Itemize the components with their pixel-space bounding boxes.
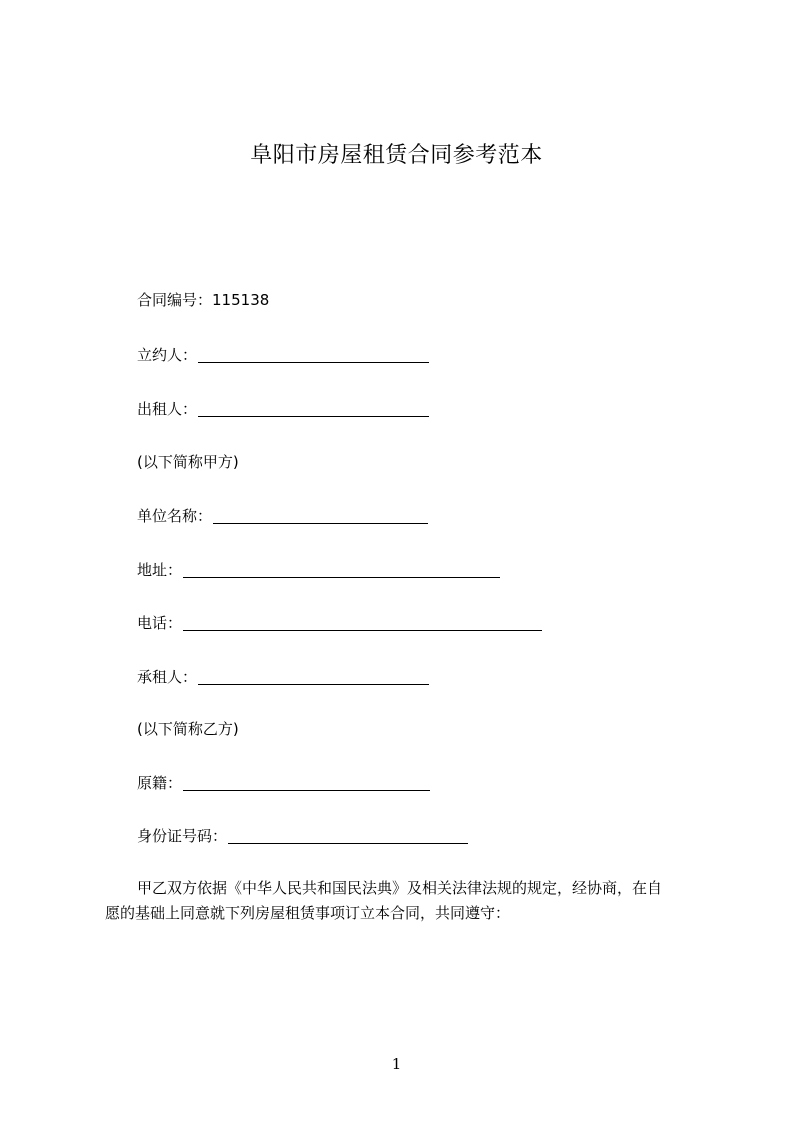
id-number-label: 身份证号码： bbox=[137, 827, 228, 845]
id-number-field bbox=[137, 822, 468, 846]
phone-field bbox=[137, 609, 542, 633]
page-title: 阜阳市房屋租赁合同参考范本 bbox=[250, 143, 543, 168]
contract-number-row bbox=[137, 290, 269, 310]
address-field bbox=[137, 556, 500, 580]
party-blank[interactable] bbox=[198, 346, 429, 363]
unit-name-label: 单位名称： bbox=[137, 507, 213, 525]
lessee-label: 承租人： bbox=[137, 668, 198, 686]
address-blank[interactable] bbox=[183, 561, 500, 578]
unit-name-field bbox=[137, 502, 428, 526]
origin-label: 原籍： bbox=[137, 774, 183, 792]
party-label: 立约人： bbox=[137, 346, 198, 364]
party-field bbox=[137, 341, 429, 365]
party-a-note: (以下简称甲方) bbox=[137, 453, 239, 471]
id-number-blank[interactable] bbox=[228, 827, 468, 844]
unit-name-blank[interactable] bbox=[213, 507, 428, 524]
page-number: 1 bbox=[391, 1055, 402, 1073]
contract-number-value: 115138 bbox=[212, 291, 270, 309]
lessor-field bbox=[137, 395, 429, 419]
lessee-field bbox=[137, 663, 429, 687]
paragraph-line: 愿的基础上同意就下列房屋租赁事项订立本合同，共同遵守： bbox=[105, 904, 511, 922]
lessee-blank[interactable] bbox=[198, 668, 429, 685]
contract-number-label: 合同编号： bbox=[137, 291, 213, 309]
party-b-note: (以下简称乙方) bbox=[137, 720, 239, 738]
address-label: 地址： bbox=[137, 561, 183, 579]
phone-blank[interactable] bbox=[183, 614, 542, 631]
lessor-blank[interactable] bbox=[198, 400, 429, 417]
paragraph-line: 甲乙双方依据《中华人民共和国民法典》及相关法律法规的规定，经协商，在自 bbox=[137, 879, 663, 897]
origin-blank[interactable] bbox=[183, 774, 430, 791]
lessor-label: 出租人： bbox=[137, 400, 198, 418]
phone-label: 电话： bbox=[137, 614, 183, 632]
origin-field bbox=[137, 769, 430, 793]
agreement-paragraph bbox=[105, 876, 705, 926]
